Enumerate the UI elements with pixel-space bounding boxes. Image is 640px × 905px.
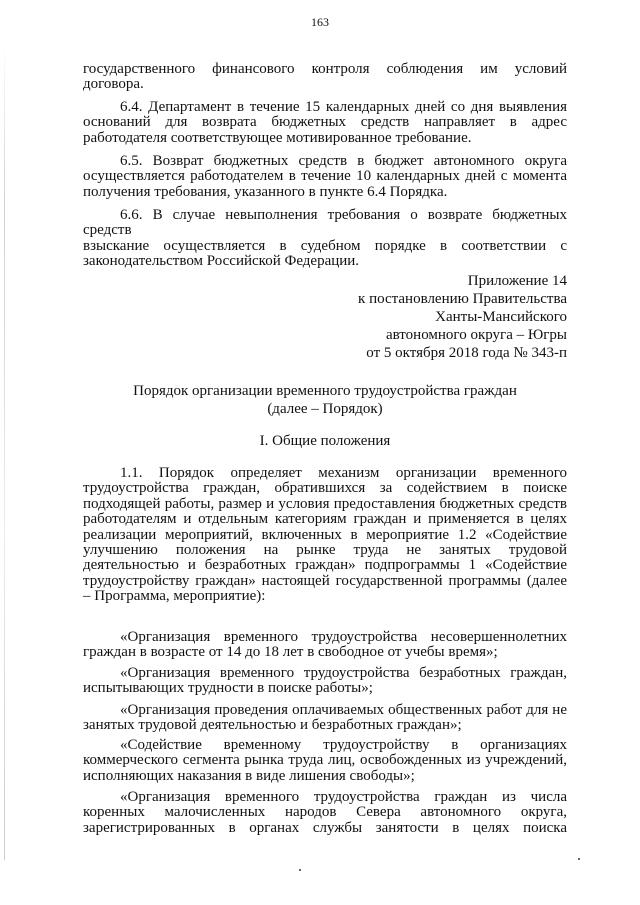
paragraph-6-5 [83, 154, 567, 200]
text-line: осуществляется работодателем в течение 10 календарных дней с момента [83, 168, 567, 185]
text-line: законодательством Российской Федерации. [83, 253, 360, 270]
list-item [83, 738, 567, 784]
text-line: исполняющих наказания в виде лишения свободы»; [83, 767, 415, 784]
text-line: 6.6. В случае невыполнения требования о возврате бюджетных средств [83, 207, 567, 239]
text-line: занятых трудовой деятельностью и безработных граждан»; [83, 717, 462, 734]
text-line: «Организация проведения оплачиваемых общественных работ для не [120, 702, 567, 718]
text-line: трудоустройству граждан» настоящей государственной программы (далее [83, 572, 567, 589]
text-line: государственного финансового контроля соблюдения им условий [83, 61, 567, 77]
section-heading: I. Общие положения [259, 433, 391, 449]
appendix-line: Ханты-Мансийского [435, 309, 567, 325]
list-item [83, 703, 567, 734]
scan-speck [578, 858, 580, 860]
text-line: 6.4. Департамент в течение 15 календарных дней со дня выявления [120, 99, 567, 115]
text-line: «Организация временного трудоустройства граждан из числа [120, 789, 567, 805]
text-line: 6.5. Возврат бюджетных средств в бюджет автономного округа [120, 153, 567, 169]
text-line: граждан в возрасте от 14 до 18 лет в свободное от учебы время»; [83, 644, 498, 661]
text-line: улучшению положения на рынке труда не занятых трудовой [83, 542, 567, 559]
text-line: оснований для возврата бюджетных средств направляет в адрес [83, 114, 567, 131]
text-line: коренных малочисленных народов Севера автономного округа, [83, 804, 567, 821]
appendix-line: автономного округа – Югры [385, 327, 567, 343]
text-line: трудоустройства граждан, обратившихся за содействием в поиске [83, 480, 567, 497]
title-line: (далее – Порядок) [267, 401, 383, 417]
scan-edge [4, 40, 5, 860]
appendix-line: к постановлению Правительства [358, 291, 567, 307]
appendix-line: от 5 октября 2018 года № 343-п [366, 345, 567, 361]
text-line: «Содействие временному трудоустройству в организациях [120, 737, 567, 753]
list-item [83, 630, 567, 661]
paragraph-1-1 [83, 466, 567, 605]
text-line: «Организация временного трудоустройства безработных граждан, [120, 665, 567, 681]
text-line: «Организация временного трудоустройства несовершеннолетних [120, 629, 567, 645]
text-line: получения требования, указанного в пункте 6.4 Порядка. [83, 183, 448, 200]
text-line: деятельностью и безработных граждан» подпрограммы 1 «Содействие [83, 557, 567, 574]
text-line: взыскание осуществляется в судебном порядке в соответствии с [83, 237, 567, 254]
appendix-line: Приложение 14 [467, 273, 567, 289]
text-line: договора. [83, 76, 144, 93]
text-line: работодателя соответствующее мотивированное требование. [83, 129, 472, 146]
text-line: реализации мероприятий, включенных в мероприятие 1.2 «Содействие [83, 526, 567, 543]
page-number: 163 [311, 15, 329, 29]
text-line: – Программа, мероприятие): [83, 588, 266, 605]
scan-speck [299, 869, 301, 871]
text-line: испытывающих трудности в поиске работы»; [83, 680, 373, 697]
intro-paragraph [83, 62, 567, 93]
text-line: подходящей работы, размер и условия предоставления бюджетных средств [83, 495, 567, 512]
appendix-block [358, 272, 567, 362]
text-line: коммерческого сегмента рынка труда лиц, освобожденных из учреждений, [83, 752, 567, 769]
text-line: работодателям и отдельным категориям граждан и применяется в целях [83, 511, 567, 528]
list-item [83, 790, 567, 836]
paragraph-6-6 [83, 208, 567, 270]
document-title [83, 382, 567, 418]
text-line: зарегистрированных в органах службы занятости в целях поиска [83, 819, 567, 836]
text-line: 1.1. Порядок определяет механизм организации временного [120, 465, 567, 481]
title-line: Порядок организации временного трудоустройства граждан [133, 383, 517, 399]
paragraph-6-4 [83, 100, 567, 146]
list-item [83, 666, 567, 697]
